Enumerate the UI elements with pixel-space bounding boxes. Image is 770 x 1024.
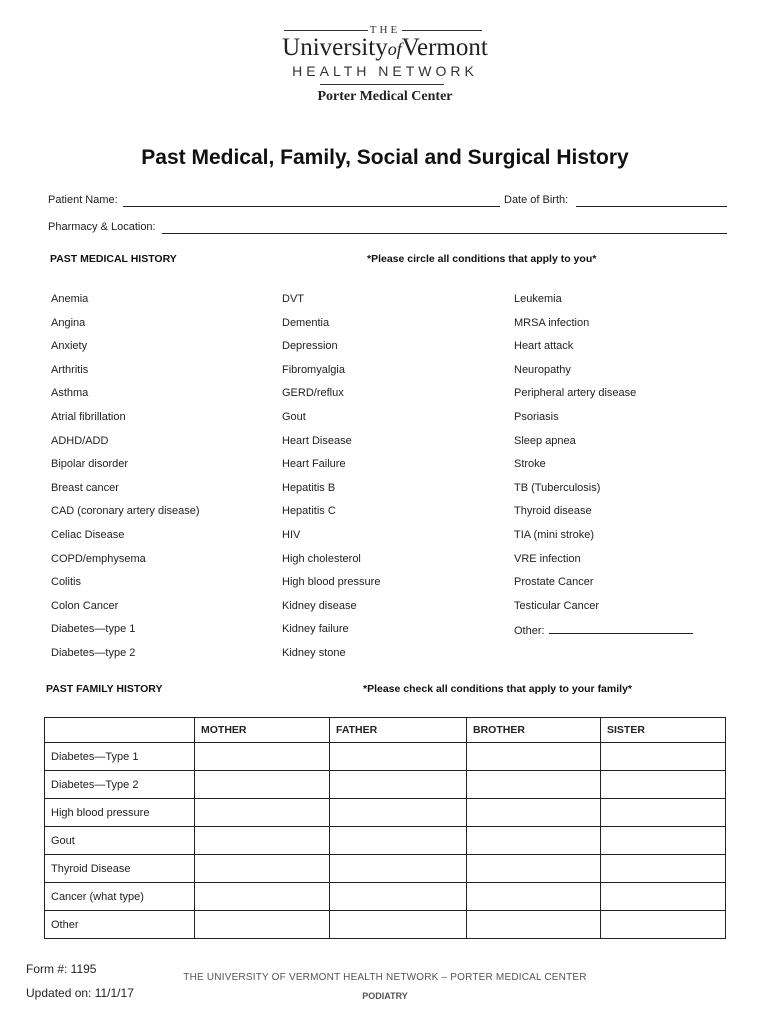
pharmacy-field[interactable]: [162, 233, 727, 234]
condition-item[interactable]: [282, 293, 304, 305]
check-cell-brother[interactable]: [467, 771, 601, 799]
family-condition-label: Diabetes—Type 2: [45, 771, 195, 799]
family-condition-label: Diabetes—Type 1: [45, 743, 195, 771]
table-row: [45, 743, 726, 771]
condition-item[interactable]: [51, 623, 135, 635]
logo-separator: [320, 84, 444, 85]
check-cell-brother[interactable]: [467, 827, 601, 855]
condition-label: TIA (mini stroke): [514, 529, 595, 541]
updated-date: Updated on: 11/1/17: [26, 986, 134, 1000]
condition-item[interactable]: [51, 482, 119, 494]
condition-label: Hepatitis B: [282, 481, 336, 494]
condition-item[interactable]: [51, 340, 87, 352]
condition-item[interactable]: [282, 505, 336, 517]
condition-item[interactable]: [514, 623, 693, 637]
family-condition-label: Thyroid Disease: [45, 855, 195, 883]
condition-label: CAD (coronary artery disease): [51, 505, 200, 518]
check-cell-father[interactable]: [330, 799, 467, 827]
condition-label: Atrial fibrillation: [51, 411, 126, 423]
family-condition-label: High blood pressure: [45, 799, 195, 827]
check-cell-father[interactable]: [330, 771, 467, 799]
condition-label: Fibromyalgia: [282, 363, 345, 376]
past-medical-history-heading: PAST MEDICAL HISTORY: [50, 253, 177, 265]
column-header-mother: MOTHER: [195, 718, 330, 743]
condition-label: Angina: [51, 316, 86, 329]
other-condition-field[interactable]: [549, 623, 693, 634]
condition-label: COPD/emphysema: [51, 552, 146, 565]
column-header-brother: BROTHER: [467, 718, 601, 743]
family-condition-label: Cancer (what type): [45, 883, 195, 911]
condition-item[interactable]: [282, 364, 345, 376]
condition-label: Prostate Cancer: [514, 576, 594, 589]
family-history-table: [44, 717, 726, 939]
condition-label: High cholesterol: [282, 552, 361, 565]
condition-item[interactable]: [51, 364, 88, 376]
condition-label: Sleep apnea: [514, 434, 576, 447]
condition-item[interactable]: [514, 293, 562, 305]
logo-university: University: [282, 34, 388, 61]
check-cell-mother[interactable]: [195, 855, 330, 883]
condition-label: Neuropathy: [514, 363, 571, 376]
logo-the: THE: [369, 24, 401, 36]
condition-label: Asthma: [51, 387, 89, 400]
condition-item[interactable]: [51, 505, 200, 517]
condition-label: TB (Tuberculosis): [514, 481, 601, 494]
check-cell-brother[interactable]: [467, 911, 601, 939]
condition-item[interactable]: [514, 317, 589, 329]
condition-item[interactable]: [514, 482, 600, 494]
check-cell-brother[interactable]: [467, 743, 601, 771]
condition-label: High blood pressure: [282, 576, 381, 589]
condition-item[interactable]: [514, 505, 592, 517]
condition-item[interactable]: [282, 458, 346, 470]
column-header-sister: SISTER: [601, 718, 726, 743]
check-cell-father[interactable]: [330, 827, 467, 855]
condition-label: VRE infection: [514, 552, 581, 565]
check-cell-father[interactable]: [330, 743, 467, 771]
past-family-instruction: *Please check all conditions that apply to your family*: [363, 683, 632, 695]
condition-item[interactable]: [282, 340, 338, 352]
condition-label: Heart attack: [514, 340, 574, 353]
family-condition-label: Other: [45, 911, 195, 939]
condition-label: Bipolar disorder: [51, 458, 129, 471]
family-table-corner: [45, 718, 195, 743]
condition-label: Kidney stone: [282, 647, 346, 659]
page-title: Past Medical, Family, Social and Surgical History: [141, 146, 629, 169]
condition-label: Other:: [514, 625, 545, 638]
check-cell-father[interactable]: [330, 855, 467, 883]
check-cell-mother[interactable]: [195, 911, 330, 939]
condition-label: Depression: [282, 340, 338, 353]
condition-item[interactable]: [282, 411, 306, 423]
form-number: Form #: 1195: [26, 962, 97, 976]
condition-label: GERD/reflux: [282, 387, 344, 400]
check-cell-mother[interactable]: [195, 827, 330, 855]
logo-of: of: [387, 39, 402, 59]
logo-vermont: Vermont: [401, 34, 488, 61]
past-family-history-heading: PAST FAMILY HISTORY: [46, 683, 163, 695]
check-cell-brother[interactable]: [467, 883, 601, 911]
condition-label: Arthritis: [51, 363, 89, 376]
table-row: [45, 911, 726, 939]
condition-item[interactable]: [282, 387, 344, 399]
condition-item[interactable]: [51, 411, 126, 423]
condition-label: Testicular Cancer: [514, 599, 599, 612]
check-cell-mother[interactable]: [195, 883, 330, 911]
condition-item[interactable]: [51, 600, 118, 612]
condition-item[interactable]: [514, 411, 559, 423]
condition-item[interactable]: [514, 576, 593, 588]
condition-item[interactable]: [51, 435, 108, 447]
condition-label: Colon Cancer: [51, 599, 119, 612]
check-cell-brother[interactable]: [467, 855, 601, 883]
logo-rule-right: [402, 30, 482, 31]
condition-label: DVT: [282, 293, 304, 305]
check-cell-sister[interactable]: [601, 799, 726, 827]
patient-name-field[interactable]: [123, 206, 500, 207]
footer-department: PODIATRY: [362, 991, 408, 1001]
condition-item[interactable]: [282, 529, 300, 541]
condition-label: Kidney disease: [282, 599, 357, 612]
table-row: [45, 799, 726, 827]
patient-name-label: Patient Name:: [48, 194, 118, 206]
table-row: [45, 771, 726, 799]
condition-item[interactable]: [282, 647, 346, 659]
check-cell-sister[interactable]: [601, 743, 726, 771]
check-cell-mother[interactable]: [195, 799, 330, 827]
condition-item[interactable]: [514, 364, 571, 376]
check-cell-sister[interactable]: [601, 855, 726, 883]
footer-network: THE UNIVERSITY OF VERMONT HEALTH NETWORK – PORTER MEDICAL CENTER: [183, 972, 587, 983]
condition-label: Stroke: [514, 458, 546, 471]
condition-label: Diabetes—type 1: [51, 623, 136, 636]
column-header-father: FATHER: [330, 718, 467, 743]
condition-label: Psoriasis: [514, 411, 559, 423]
logo-health-network: HEALTH NETWORK: [292, 63, 478, 79]
check-cell-father[interactable]: [330, 911, 467, 939]
past-medical-instruction: *Please circle all conditions that apply to you*: [367, 253, 597, 265]
logo-porter-medical-center: Porter Medical Center: [317, 89, 453, 104]
condition-label: Leukemia: [514, 293, 562, 305]
family-condition-label: Gout: [45, 827, 195, 855]
condition-label: HIV: [282, 529, 301, 541]
condition-label: Heart Failure: [282, 458, 346, 471]
logo-university-name: [0, 34, 770, 62]
condition-item[interactable]: [514, 435, 576, 447]
condition-label: Diabetes—type 2: [51, 647, 136, 659]
condition-item[interactable]: [282, 576, 380, 588]
check-cell-sister[interactable]: [601, 771, 726, 799]
condition-item[interactable]: [282, 553, 361, 565]
condition-item[interactable]: [51, 317, 85, 329]
condition-label: MRSA infection: [514, 316, 590, 329]
condition-label: Kidney failure: [282, 623, 349, 636]
condition-label: Anemia: [51, 293, 89, 305]
condition-label: Peripheral artery disease: [514, 387, 637, 400]
table-row: [45, 855, 726, 883]
condition-item[interactable]: [51, 576, 81, 588]
check-cell-father[interactable]: [330, 883, 467, 911]
condition-label: Celiac Disease: [51, 529, 125, 541]
table-row: [45, 883, 726, 911]
pharmacy-label: Pharmacy & Location:: [48, 221, 156, 233]
condition-label: Anxiety: [51, 340, 88, 353]
check-cell-sister[interactable]: [601, 883, 726, 911]
check-cell-brother[interactable]: [467, 799, 601, 827]
condition-label: Colitis: [51, 576, 81, 589]
condition-item[interactable]: [514, 387, 636, 399]
check-cell-mother[interactable]: [195, 743, 330, 771]
date-of-birth-field[interactable]: [576, 206, 727, 207]
table-row: [45, 827, 726, 855]
condition-label: Heart Disease: [282, 434, 352, 447]
condition-item[interactable]: [51, 647, 135, 659]
condition-item[interactable]: [514, 553, 581, 565]
condition-item[interactable]: [282, 623, 349, 635]
condition-item[interactable]: [51, 293, 88, 305]
check-cell-sister[interactable]: [601, 827, 726, 855]
condition-item[interactable]: [282, 600, 357, 612]
condition-item[interactable]: [514, 340, 573, 352]
condition-item[interactable]: [282, 435, 352, 447]
condition-item[interactable]: [51, 553, 146, 565]
condition-label: Gout: [282, 411, 306, 423]
condition-item[interactable]: [514, 529, 594, 541]
family-table-header-row: [45, 718, 726, 743]
condition-label: Hepatitis C: [282, 505, 336, 518]
condition-label: ADHD/ADD: [51, 434, 109, 447]
condition-item[interactable]: [282, 317, 329, 329]
condition-label: Breast cancer: [51, 481, 119, 494]
condition-item[interactable]: [514, 600, 599, 612]
condition-label: Dementia: [282, 316, 330, 329]
check-cell-mother[interactable]: [195, 771, 330, 799]
check-cell-sister[interactable]: [601, 911, 726, 939]
condition-label: Thyroid disease: [514, 505, 592, 518]
condition-item[interactable]: [282, 482, 335, 494]
condition-item[interactable]: [514, 458, 546, 470]
condition-item[interactable]: [51, 387, 88, 399]
date-of-birth-label: Date of Birth:: [504, 194, 569, 206]
condition-item[interactable]: [51, 458, 128, 470]
condition-item[interactable]: [51, 529, 124, 541]
